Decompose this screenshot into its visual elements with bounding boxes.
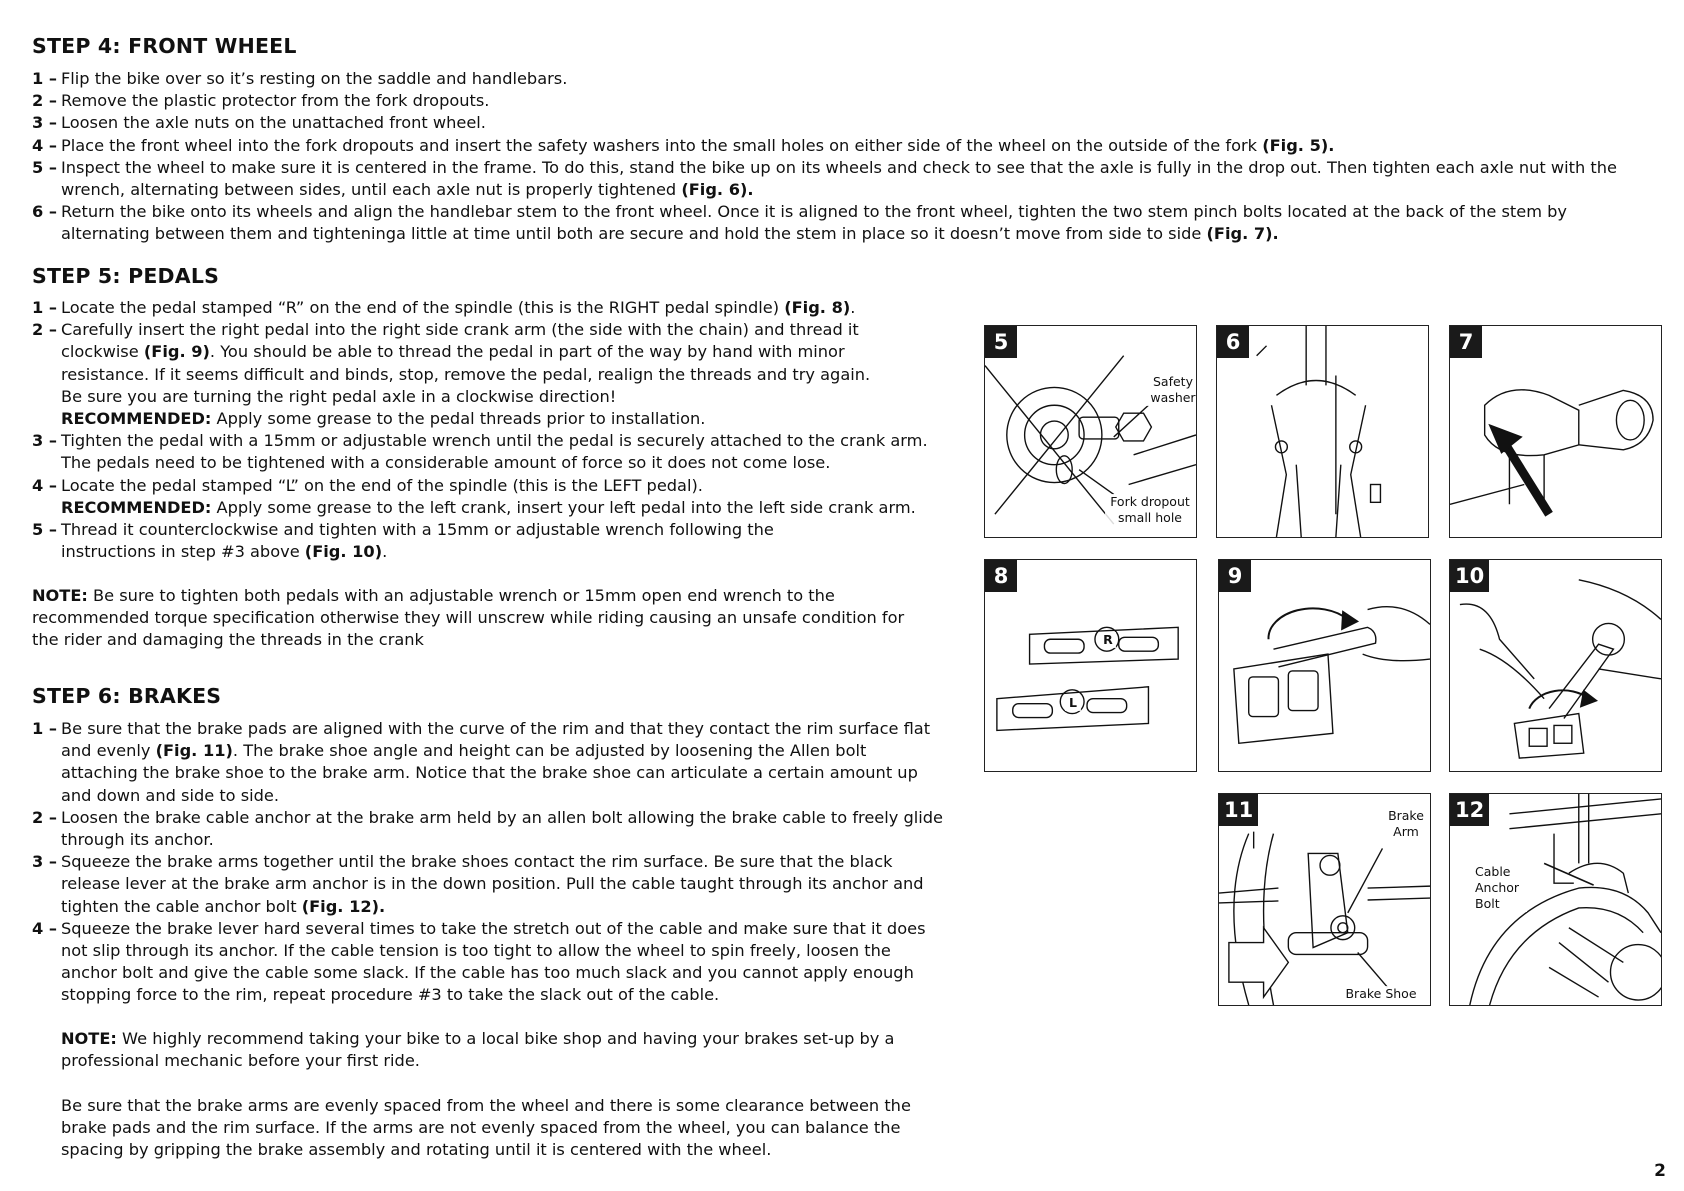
figure-10 [1449,559,1662,772]
list-item: 4 – Locate the pedal stamped “L” on the end of the spindle (this is the LEFT pedal). RECOMMENDED: Apply some grease to the left crank, insert your left pedal into the left side crank arm. [32,475,916,517]
figure-number: 8 [985,560,1017,592]
step6-list [32,718,957,1007]
note-label: NOTE: [32,586,88,605]
figure-6 [1216,325,1429,538]
figure-number: 5 [985,326,1017,358]
list-item: 2 – Loosen the brake cable anchor at the brake arm held by an allen bolt allowing the brake cable to freely glide through its anchor. [32,807,943,850]
list-item: 5 – Thread it counterclockwise and tighten with a 15mm or adjustable wrench following the instructions in step #3 above (Fig. 10). [32,520,774,562]
figure-number: 7 [1450,326,1482,358]
step6-heading: STEP 6: BRAKES [32,684,222,708]
figure-8 [984,559,1197,772]
recommended-label: RECOMMENDED: [61,409,212,429]
list-item: 1 – Flip the bike over so it’s resting on the saddle and handlebars. [32,69,568,88]
callout-brake-shoe: Brake Shoe [1341,986,1421,1002]
pedal-stamp-l: L [1065,695,1081,711]
list-item: 5 – Inspect the wheel to make sure it is centered in the frame. To do this, stand the bike up on its wheels and check to see that the axle is fully in the drop out. Then tighten each axle nut with the wrench, alternating between sides, until each axle nut is properly tightened (Fig. 6). [32,157,1617,200]
note-label: NOTE: [61,1029,117,1048]
fig-ref: (Fig. 12). [301,896,386,916]
figure-5 [984,325,1197,538]
fig-ref: (Fig. 9) [143,342,210,362]
list-item: 6 – Return the bike onto its wheels and align the handlebar stem to the front wheel. Once it is aligned to the front wheel, tighten the two stem pinch bolts located at the back of the stem by alternating between them and tighteninga little at time until both are secure and hold the stem in place so it doesn’t move from side to side (Fig. 7). [32,202,1567,244]
step5-note: NOTE: Be sure to tighten both pedals with an adjustable wrench or 15mm open end wrench to the recommended torque specification otherwise they will unscrew while riding causing an unsafe condition for the rider and damaging the threads in the crank [32,586,905,650]
fig-ref: (Fig. 7). [1206,224,1279,244]
callout-brake-arm: Brake Arm [1384,808,1428,840]
fig-ref: (Fig. 8) [784,298,851,317]
figure-number: 12 [1450,794,1489,826]
fig-ref: (Fig. 5). [1262,135,1335,155]
figure-7 [1449,325,1662,538]
figure-number: 9 [1219,560,1251,592]
list-item: 2 – Remove the plastic protector from the fork dropouts. [32,91,490,111]
fig-ref: (Fig. 10) [304,542,383,562]
recommended-label: RECOMMENDED: [61,497,212,517]
callout-fork-dropout: Fork dropout small hole [1105,494,1195,526]
page-number: 2 [1654,1161,1666,1181]
figure-12 [1449,793,1662,1006]
fig-ref: (Fig. 11) [155,741,233,761]
figure-number: 6 [1217,326,1249,358]
list-item: 1 – Locate the pedal stamped “R” on the end of the spindle (this is the RIGHT pedal spindle) (Fig. 8). [32,298,856,317]
step6-note: NOTE: We highly recommend taking your bike to a local bike shop and having your brakes set-up by a professional mechanic before your first ride. [61,1029,895,1071]
figure-11 [1218,793,1431,1006]
list-item: 1 – Be sure that the brake pads are aligned with the curve of the rim and that they contact the rim surface flat and evenly (Fig. 11). The brake shoe angle and height can be adjusted by loosening the Allen bolt attaching the brake shoe to the brake arm. Notice that the brake shoe can articulate a certain amount up and down and side to side. [32,719,931,805]
step5-list [32,297,932,563]
callout-safety-washer: Safety washer [1145,374,1197,406]
fig-ref: (Fig. 6). [681,180,754,200]
list-item: 3 – Tighten the pedal with a 15mm or adjustable wrench until the pedal is securely attached to the crank arm. The pedals need to be tightened with a considerable amount of force so it does not come lose. [32,431,928,473]
callout-cable-anchor-bolt: Cable Anchor Bolt [1475,864,1527,912]
list-item: 4 – Place the front wheel into the fork dropouts and insert the safety washers into the small holes on either side of the wheel on the outside of the fork (Fig. 5). [32,135,1335,155]
list-item: 3 – Loosen the axle nuts on the unattached front wheel. [32,113,486,133]
step4-list [32,68,1647,246]
figure-9 [1218,559,1431,772]
step4-heading: STEP 4: FRONT WHEEL [32,34,297,58]
list-item: 4 – Squeeze the brake lever hard several times to take the stretch out of the cable and make sure that it does not slip through its anchor. If the cable tension is too tight to allow the wheel to spin freely, loosen the anchor bolt and give the cable some slack. If the cable has too much slack and you cannot apply enough stopping force to the rim, repeat procedure #3 to take the slack out of the cable. [32,918,926,1005]
list-item: 3 – Squeeze the brake arms together until the brake shoes contact the rim surface. Be sure that the black release lever at the brake arm anchor is in the down position. Pull the cable taught through its anchor and tighten the cable anchor bolt (Fig. 12). [32,852,924,916]
figure-number: 10 [1450,560,1489,592]
figure-number: 11 [1219,794,1258,826]
list-item: 2 – Carefully insert the right pedal into the right side crank arm (the side with the chain) and thread it clockwise (Fig. 9). You should be able to thread the pedal in part of the way by hand with minor resistance. If it seems difficult and binds, stop, remove the pedal, realign the threads and try again. Be sure you are turning the right pedal axle in a clockwise direction! RECOMMENDED: Apply some grease to the pedal threads prior to installation. [32,320,871,429]
pedal-stamp-r: R [1100,632,1116,648]
step6-paragraph: Be sure that the brake arms are evenly spaced from the wheel and there is some clearance between the brake pads and the rim surface. If the arms are not evenly spaced from the wheel, you can balance the spacing by gripping the brake assembly and rotating until it is centered with the wheel. [61,1096,911,1160]
step5-heading: STEP 5: PEDALS [32,264,220,288]
